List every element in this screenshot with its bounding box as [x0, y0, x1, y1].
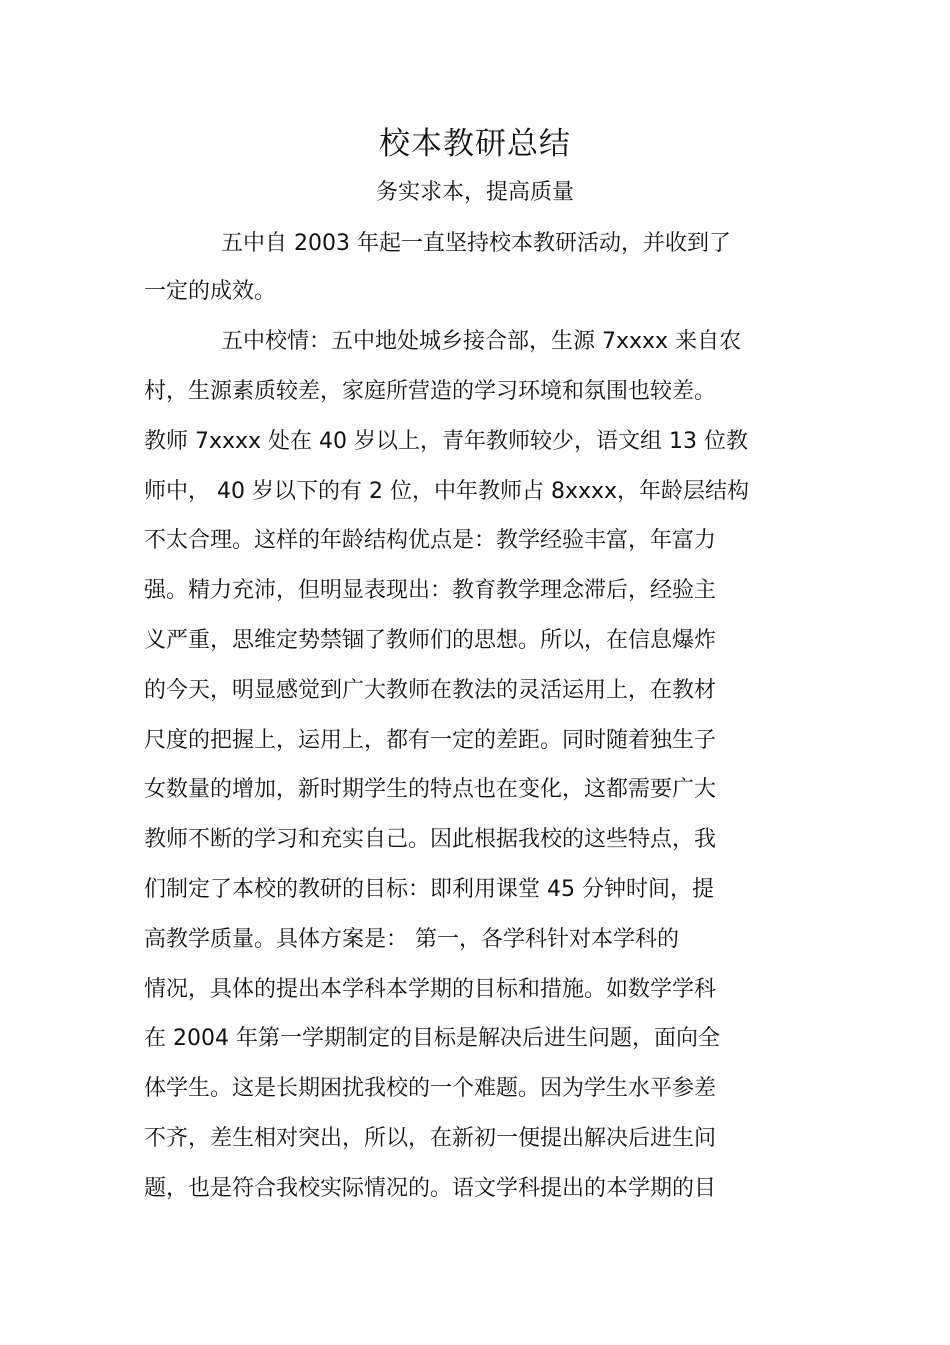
text-line: 的今天，明显感觉到广大教师在教法的灵活运用上，在教材	[144, 678, 717, 703]
text-line: 教师不断的学习和充实自己。因此根据我校的这些特点，我	[144, 827, 717, 852]
text-line: 在 2004 年第一学期制定的目标是解决后进生问题，面向全	[144, 1026, 720, 1051]
text-line: 不齐，差生相对突出，所以，在新初一便提出解决后进生问	[144, 1126, 717, 1151]
text-line: 不太合理。这样的年龄结构优点是：教学经验丰富，年富力	[144, 528, 717, 553]
text-line: 五中校情：五中地处城乡接合部，生源 7xxxx 来自农	[221, 329, 742, 354]
text-line: 强。精力充沛，但明显表现出：教育教学理念滞后，经验主	[144, 578, 717, 603]
text-line: 体学生。这是长期困扰我校的一个难题。因为学生水平参差	[144, 1076, 717, 1101]
text-line: 女数量的增加，新时期学生的特点也在变化，这都需要广大	[144, 777, 717, 802]
text-line: 尺度的把握上，运用上，都有一定的差距。同时随着独生子	[144, 728, 717, 753]
text-line: 一定的成效。	[144, 279, 277, 304]
text-line: 高教学质量。具体方案是： 第一，各学科针对本学科的	[144, 927, 679, 952]
text-line: 题，也是符合我校实际情况的。语文学科提出的本学期的目	[144, 1176, 717, 1201]
text-line: 五中自 2003 年起一直坚持校本教研活动，并收到了	[221, 231, 731, 256]
text-line: 情况，具体的提出本学科本学期的目标和措施。如数学学科	[144, 977, 717, 1002]
text-line: 们制定了本校的教研的目标：即利用课堂 45 分钟时间，提	[144, 877, 714, 902]
text-line: 义严重，思维定势禁锢了教师们的思想。所以，在信息爆炸	[144, 628, 717, 653]
text-line: 师中， 40 岁以下的有 2 位，中年教师占 8xxxx，年龄层结构	[144, 479, 750, 504]
document-title: 校本教研总结	[379, 126, 571, 162]
text-line: 教师 7xxxx 处在 40 岁以上，青年教师较少，语文组 13 位教	[144, 429, 749, 454]
document-subtitle: 务实求本，提高质量	[375, 180, 574, 205]
text-line: 村，生源素质较差，家庭所营造的学习环境和氛围也较差。	[144, 379, 717, 404]
